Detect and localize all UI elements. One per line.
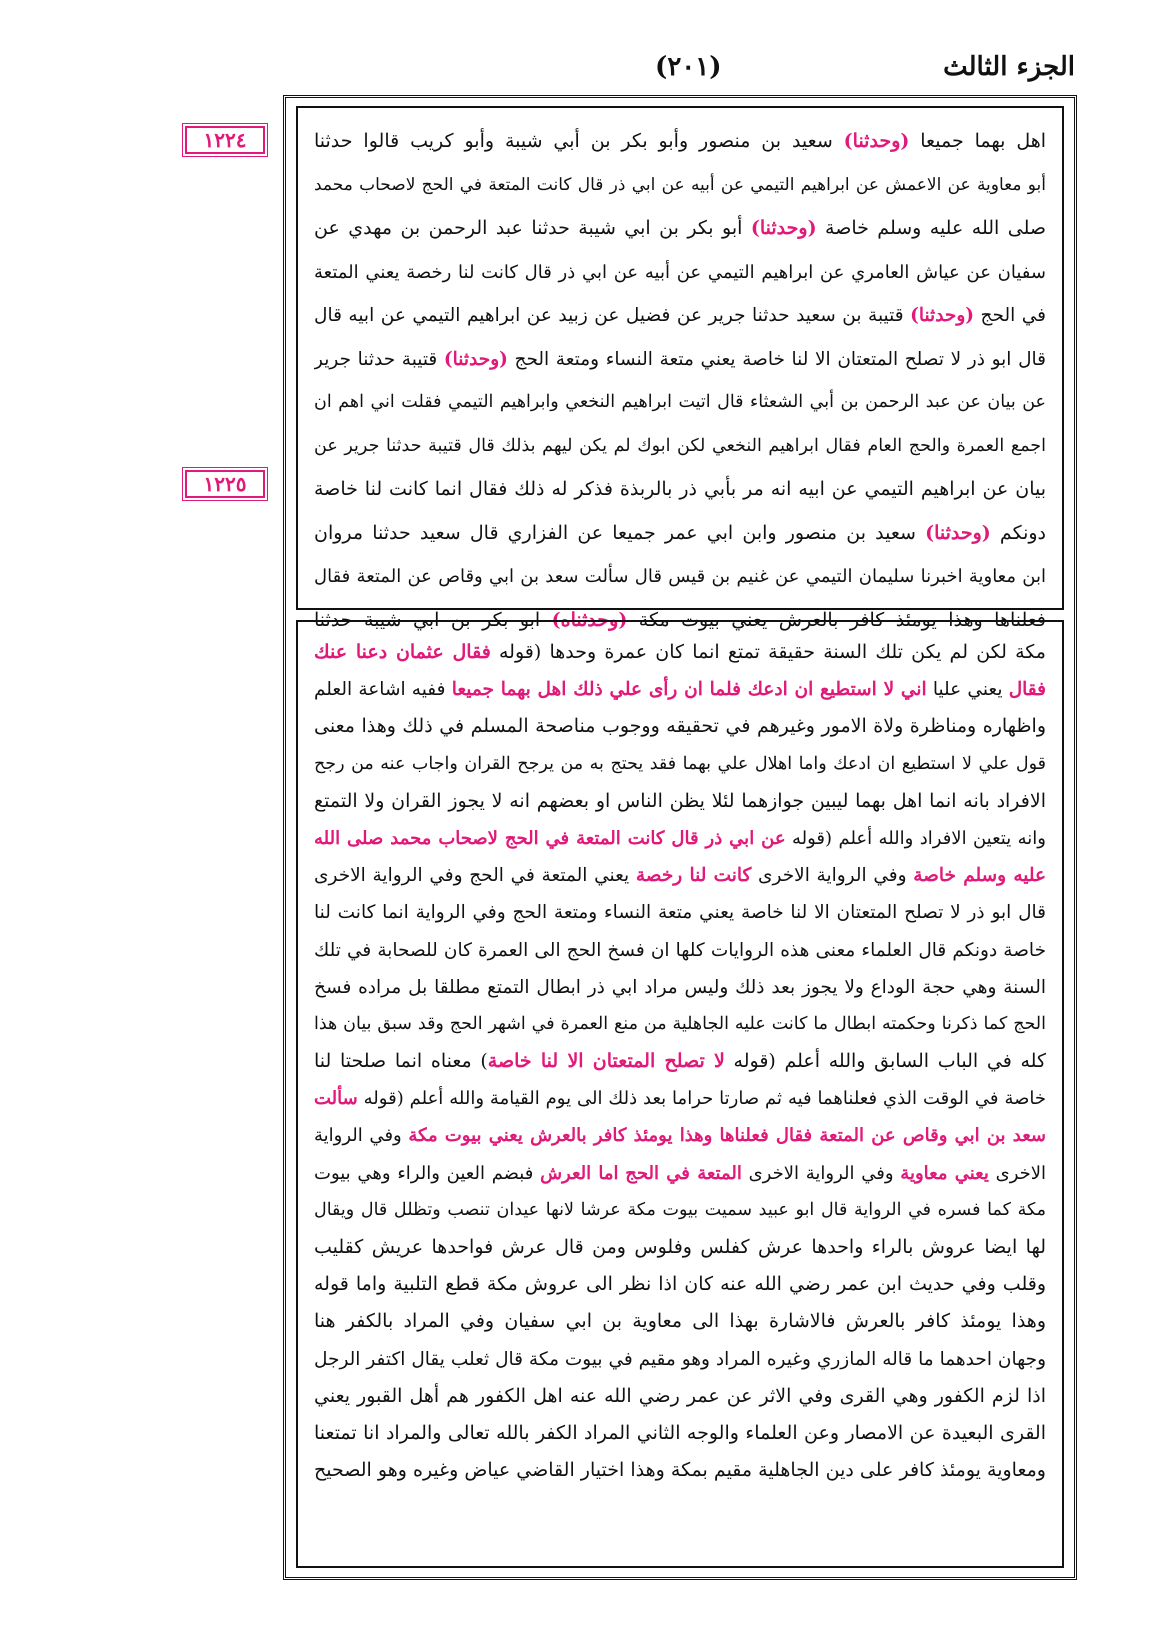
commentary-line — [314, 857, 1046, 894]
commentary-line — [314, 1415, 1046, 1452]
highlighted-text: المتعة في الحج — [625, 1162, 742, 1184]
hadith-number-1225: ١٢٢٥ — [185, 470, 265, 498]
text-segment: وهذا يومئذ كافر بالعرش فالاشارة بهذا الى معاوية بن ابي سفيان وفي المراد بالكفر هنا — [314, 1310, 1046, 1333]
text-segment: ابو بكر بن ابي شيبة حدثنا — [314, 608, 552, 631]
commentary-line — [314, 746, 1046, 783]
text-segment: خاصة في الوقت الذي فعلناهما فيه ثم صارتا حراما بعد ذلك الى يوم القيامة والله أعلم (قوله — [357, 1088, 1046, 1110]
highlighted-text: يعني معاوية — [900, 1162, 989, 1184]
commentary-line — [314, 634, 1046, 671]
text-segment: قول علي لا استطيع ان ادعك واما اهلال علي بهما فقد يحتج به من يرجح القران واجاب عنه من رجح — [314, 753, 1046, 774]
highlighted-text: عليه وسلم خاصة — [913, 865, 1046, 887]
text-segment: ابن معاوية اخبرنا سليمان التيمي عن غنيم بن قيس قال سألت سعد بن ابي وقاص عن المتعة فقال — [314, 566, 1046, 587]
commentary-line — [314, 1341, 1046, 1378]
commentary-line — [314, 671, 1046, 708]
text-segment: كله في الباب السابق والله أعلم (قوله — [724, 1050, 1046, 1073]
text-segment: سفيان عن عياش العامري عن ابراهيم التيمي عن أبيه عن ابي ذر قال كانت لنا رخصة يعني المتعة — [314, 261, 1046, 283]
text-segment: فبضم العين والراء وهي بيوت — [314, 1162, 541, 1184]
commentary-line — [314, 1378, 1046, 1415]
highlighted-text: (وحدثنا) — [443, 348, 508, 370]
text-segment: يعني عليا — [926, 679, 1009, 701]
commentary-line — [314, 894, 1046, 931]
text-segment: القرى البعيدة عن الامصار وعن العلماء والوجه الثاني المراد الكفر بالله تعالى والمراد انا تمتعنا — [314, 1421, 1046, 1444]
commentary-line — [314, 969, 1046, 1006]
commentary-line — [314, 1155, 1046, 1192]
highlighted-text: (وحدثنا) — [843, 130, 910, 152]
highlighted-text: فقال عثمان دعنا عنك — [314, 641, 491, 663]
hadith-line — [314, 294, 1046, 338]
text-segment: الحج كما ذكرنا وحكمته ابطال ما كانت عليه الجاهلية من منع العمرة في اشهر الحج وقد سبق بيان هذا — [314, 1013, 1046, 1034]
text-segment: عن بيان عن عبد الرحمن بن أبي الشعثاء قال اتيت ابراهيم النخعي وابراهيم التيمي فقلت اني اهم ان — [314, 392, 1046, 412]
text-segment: أبو بكر بن ابي شيبة حدثنا عبد الرحمن بن مهدي عن — [314, 217, 751, 239]
commentary-line — [314, 1229, 1046, 1266]
hadith-number-1224: ١٢٢٤ — [185, 126, 265, 154]
highlighted-text: كانت لنا رخصة — [635, 865, 752, 887]
commentary-line — [314, 1303, 1046, 1340]
text-segment: قتيبة بن سعيد حدثنا جرير عن فضيل عن زبيد عن ابراهيم التيمي عن ابيه قال — [314, 305, 911, 326]
text-segment: لها ايضا عروش بالراء واحدها عرش كفلس وفلوس ومن قال عرش فواحدها عريش كقليب — [314, 1236, 1046, 1258]
text-segment: مكة لكن لم يكن تلك السنة حقيقة تمتع انما كان عمرة وحدها (قوله — [490, 641, 1046, 663]
text-segment: السنة وهي حجة الوداع ولا يجوز بعد ذلك وليس مراد ابي ذر ابطال التمتع مطلقا بل مراده فسخ — [314, 976, 1046, 998]
commentary-line — [314, 783, 1046, 820]
text-segment: اهل بهما جميعا — [909, 130, 1046, 152]
text-segment: صلى الله عليه وسلم خاصة — [816, 217, 1046, 239]
commentary-line — [314, 820, 1046, 857]
hadith-line — [314, 120, 1046, 164]
highlighted-text: سعد بن ابي وقاص عن المتعة فقال فعلناها وهذا يومئذ كافر بالعرش يعني بيوت مكة — [408, 1125, 1046, 1147]
text-segment: ومعاوية يومئذ كافر على دين الجاهلية مقيم بمكة وهذا اختيار القاضي عياض وغيره وهو الصحيح — [314, 1459, 1046, 1482]
commentary-line — [314, 708, 1046, 745]
hadith-line — [314, 207, 1046, 251]
highlighted-text: اني لا استطيع ان ادعك فلما ان رأى علي ذلك اهل بهما جميعا — [451, 679, 927, 701]
hadith-text-box — [296, 106, 1064, 631]
text-segment: ) معناه انما صلحتا لنا — [314, 1050, 488, 1073]
text-segment: يعني المتعة في الحج وفي الرواية الاخرى — [314, 865, 636, 887]
highlighted-text: (وحدثنا) — [910, 305, 975, 326]
commentary-line — [314, 932, 1046, 969]
text-segment: سعيد بن منصور وابن ابي عمر جميعا عن الفزاري قال سعيد حدثنا مروان — [314, 521, 926, 544]
highlighted-text: عن ابي ذر قال كانت المتعة في الحج لاصحاب محمد صلى الله — [314, 827, 786, 849]
text-segment: واظهاره ومناظرة ولاة الامور وغيرهم في تحقيقه ووجوب مناصحة المسلم في ذلك وهذا معنى — [314, 715, 1046, 738]
hadith-line — [314, 555, 1046, 599]
hadith-line — [314, 251, 1046, 295]
highlighted-text: اما العرش — [540, 1162, 619, 1184]
text-segment: الاخرى — [988, 1162, 1046, 1184]
text-segment: أبو معاوية عن الاعمش عن ابراهيم التيمي عن أبيه عن ابي ذر قال كانت المتعة في الحج لاصحاب محمد — [314, 174, 1046, 195]
text-segment: خاصة دونكم قال العلماء معنى هذه الروايات كلها ان فسخ الحج الى العمرة كان للصحابة في تلك — [314, 939, 1046, 961]
text-segment: وقلب وفي حديث ابن عمر رضي الله عنه كان اذا نظر الى عروش مكة قطع التلبية واما قوله — [314, 1273, 1046, 1296]
text-segment: سعيد بن منصور وأبو بكر بن أبي شيبة وأبو كريب قالوا حدثنا — [314, 130, 844, 152]
highlighted-text: فقال — [1008, 679, 1046, 701]
text-segment: مكة كما فسره في الرواية قال ابو عبيد سميت بيوت مكة عرشا لانها عيدان تنصب وتظلل قال ويقال — [314, 1199, 1046, 1220]
commentary-line — [314, 1117, 1046, 1154]
hadith-line — [314, 164, 1046, 208]
text-segment: فعلناها وهذا يومئذ كافر بالعرش يعني بيوت مكة — [627, 608, 1046, 631]
highlighted-text: (وحدثنا) — [925, 521, 991, 544]
text-segment: اجمع العمرة والحج العام فقال ابراهيم النخعي لكن ابوك لم يكن ليهم بذلك قال قتيبة حدثنا جرير عن — [314, 435, 1046, 456]
text-segment: وانه يتعين الافراد والله أعلم (قوله — [785, 827, 1046, 849]
text-segment: قال ابو ذر لا تصلح المتعتان الا لنا خاصة يعني متعة النساء ومتعة الحج وفي الرواية انما كانت لنا — [314, 902, 1046, 924]
text-segment: ففيه اشاعة العلم — [314, 679, 452, 701]
text-segment: دونكم — [990, 521, 1046, 544]
highlighted-text: سألت — [314, 1088, 358, 1110]
text-segment: بيان عن ابراهيم التيمي عن ابيه انه مر بأبي ذر بالربذة فذكر له ذلك فقال انما كانت لنا خاصة — [314, 478, 1046, 500]
text-segment: في الحج — [974, 305, 1046, 326]
hadith-line — [314, 512, 1046, 556]
commentary-line — [314, 1080, 1046, 1117]
commentary-line — [314, 1266, 1046, 1303]
page-number: (٢٠١) — [655, 52, 722, 82]
text-segment: الافراد بانه انما اهل بهما ليبين جوازهما لئلا يظن الناس او بعضهم انه لا يجوز القران ولا التمتع — [314, 789, 1046, 812]
text-segment: وجهان احدهما ما قاله المازري وغيره المراد وهو مقيم في بيوت مكة قال ثعلب يقال اكتفر الرجل — [314, 1348, 1046, 1370]
commentary-text-box — [296, 620, 1064, 1568]
highlighted-text: (وحدثناه) — [551, 608, 628, 631]
hadith-line — [314, 425, 1046, 469]
commentary-line — [314, 1192, 1046, 1229]
page-frame — [283, 95, 1077, 1580]
text-segment: قال ابو ذر لا تصلح المتعتان الا لنا خاصة يعني متعة النساء ومتعة الحج — [507, 348, 1046, 370]
text-segment: وفي الرواية الاخرى — [741, 1162, 901, 1184]
hadith-line — [314, 338, 1046, 382]
volume-title: الجزء الثالث — [943, 52, 1075, 82]
hadith-line — [314, 468, 1046, 512]
commentary-line — [314, 1452, 1046, 1489]
text-segment: اذا لزم الكفور وهي القرى وفي الاثر عن عمر رضي الله عنه اهل الكفور هم أهل القبور يعني — [314, 1384, 1046, 1407]
commentary-line — [314, 1043, 1046, 1080]
page-header — [285, 52, 1075, 96]
text-segment: وفي الرواية الاخرى — [751, 865, 914, 887]
commentary-line — [314, 1006, 1046, 1043]
highlighted-text: لا تصلح المتعتان الا لنا خاصة — [487, 1050, 725, 1073]
hadith-line — [314, 381, 1046, 425]
text-segment: قتيبة حدثنا جرير — [314, 348, 444, 370]
text-segment: وفي الرواية — [314, 1125, 409, 1147]
highlighted-text: (وحدثنا) — [750, 217, 817, 239]
